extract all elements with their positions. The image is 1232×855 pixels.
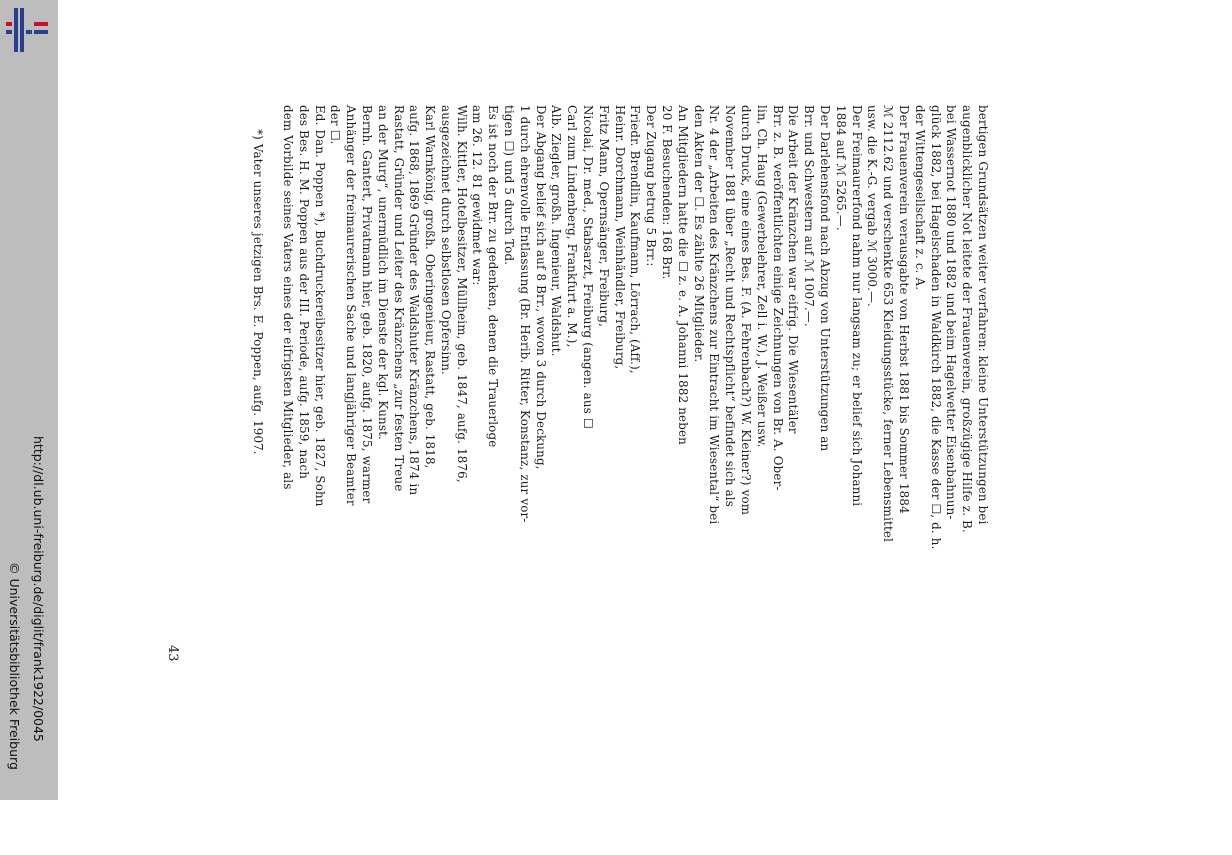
text-line: aufg. 1868, 1869 Gründer des Waldshuter Kränzchens, 1874 in xyxy=(407,105,422,496)
text-line: Der Darlehensfond nach Abzug von Unterstützungen an xyxy=(818,105,833,452)
scanned-page xyxy=(200,105,1232,855)
text-line: dem Vorbilde seines Vaters eines der eifrigsten Mitglieder, als xyxy=(280,105,295,490)
footnote-spacer xyxy=(265,105,279,665)
copyright-notice: © Universitätsbibliothek Freiburg xyxy=(7,562,22,770)
text-line: ℳ 2112.62 und verschenkte 653 Kleidungsstücke, ferner Lebensmittel xyxy=(881,105,896,543)
text-line: Ed. Dan. Poppen *), Buchdruckereibesitzer hier, geb. 1827, Sohn xyxy=(312,105,327,507)
text-line: Der Abgang belief sich auf 8 Brr., wovon 3 durch Deckung, xyxy=(533,105,548,470)
text-line: tigen ☐) und 5 durch Tod. xyxy=(502,105,517,266)
text-line: bei Wassernot 1880 und 1882 und beim Hagelwetter Eisenbahnun- xyxy=(944,105,959,520)
text-line: 20 F. Besuchenden: 168 Brr. xyxy=(660,105,675,280)
footnote: *) Vater unseres jetzigen Brs. E. Poppen, aufg. 1907. xyxy=(251,129,266,455)
text-line: augenblicklicher Not leitete der Frauenverein, großzügige Hilfe z. B. xyxy=(960,105,975,533)
text-line: an der Murg“, unermüdlich im Dienste der kgl. Kunst. xyxy=(375,105,390,440)
text-line: Heinr. Dorchmann, Weinhändler, Freiburg, xyxy=(612,105,627,370)
text-line: Karl Warnkönig, großh. Oberingenieur, Rastatt, geb. 1818, xyxy=(423,105,438,469)
text-line: Der Frauenverein verausgabte von Herbst 1881 bis Sommer 1884 xyxy=(897,105,912,514)
text-line: Friedr. Brendlin, Kaufmann, Lörrach, (Aff.), xyxy=(628,105,643,374)
text-line: 1884 auf ℳ 5265.—. xyxy=(833,105,848,231)
text-line: Rastatt, Gründer und Leiter des Kränzchens „zur festen Treue xyxy=(391,105,406,492)
text-line: Carl zum Lindenberg, Frankfurt a. M.), xyxy=(565,105,580,348)
page-text-block xyxy=(200,105,990,665)
text-line: usw. die K.-G. vergab ℳ 3000.—. xyxy=(865,105,880,308)
document-url[interactable]: http://dl.ub.uni-freiburg.de/diglit/frank1922/0045 xyxy=(31,436,46,742)
text-line: November 1881 über „Recht und Rechtspflicht“ befindet sich als xyxy=(723,105,738,508)
text-line: lin, Ch. Haug (Gewerbelehrer, Zell i. W.), J. Weißer usw. xyxy=(754,105,769,448)
text-line: der ☐. xyxy=(328,105,343,145)
page-number: 43 xyxy=(165,645,180,662)
text-line: bertigen Grundsätzen weiter verfahren: kleine Unterstützungen bei xyxy=(976,105,990,525)
text-line: Alb. Ziegler, großh. Ingenieur, Waldshut. xyxy=(549,105,564,357)
ub-freiburg-logo-icon xyxy=(6,8,50,52)
sidebar-strip xyxy=(0,0,58,800)
text-line: Der Zugang betrug 5 Brr.: xyxy=(644,105,659,267)
text-line: Brr. z. B. veröffentlichten einige Zeichnungen von Br. A. Ober- xyxy=(770,105,785,491)
text-line: Die Arbeit der Kränzchen war eifrig. Die Wiesentäler xyxy=(786,105,801,434)
text-line: Wilh. Kittler, Hotelbesitzer, Müllheim, geb. 1847, aufg. 1876, xyxy=(454,105,469,483)
text-line: am 26. 12. 81 gewidmet war: xyxy=(470,105,485,286)
text-line: Der Freimaurerfond nahm nur langsam zu; er belief sich Johanni xyxy=(849,105,864,507)
text-line: An Mitgliedern hatte die ☐ z. e. A. Johanni 1882 neben xyxy=(675,105,690,445)
text-line: der Wittengesellschaft z. c. A. xyxy=(912,105,927,291)
text-line: durch Druck, eine eines Bes. F. (A. Fehrenbach?) W. Kleiner?) vom xyxy=(739,105,754,516)
text-line: Nr. 4 der „Arbeiten des Kränzchens zur Eintracht im Wiesental“ bei xyxy=(707,105,722,525)
text-line: des Bes. H. M. Poppen aus der III. Periode, aufg. 1859, nach xyxy=(296,105,311,480)
text-line: den Akten der ☐. Es zählte 26 Mitglieder. xyxy=(691,105,706,363)
text-line: ausgezeichnet durch selbstlosen Opfersinn. xyxy=(438,105,453,375)
text-line: Bernh. Gantert, Privatmann hier, geb. 1820, aufg. 1875, warmer xyxy=(359,105,374,504)
text-line: Nicolai, Dr. med., Stabsarzt, Freiburg (angen. aus ☐ xyxy=(581,105,596,429)
text-line: 1 durch ehrenvolle Entlassung (Br. Herib. Ritter, Konstanz, zur vor- xyxy=(517,105,532,523)
text-line: glück 1882, bei Hagelschaden in Waldkirch 1882, die Kasse der ☐, d. h. xyxy=(928,105,943,550)
text-line: Brr. und Schwestern auf ℳ 1007.—. xyxy=(802,105,817,327)
text-line: Fritz Mann, Opernsänger, Freiburg, xyxy=(596,105,611,328)
text-line: Es ist noch der Brr. zu gedenken, denen die Trauerloge xyxy=(486,105,501,448)
text-line: Anhänger der freimaurerischen Sache und langjähriger Beamter xyxy=(344,105,359,506)
